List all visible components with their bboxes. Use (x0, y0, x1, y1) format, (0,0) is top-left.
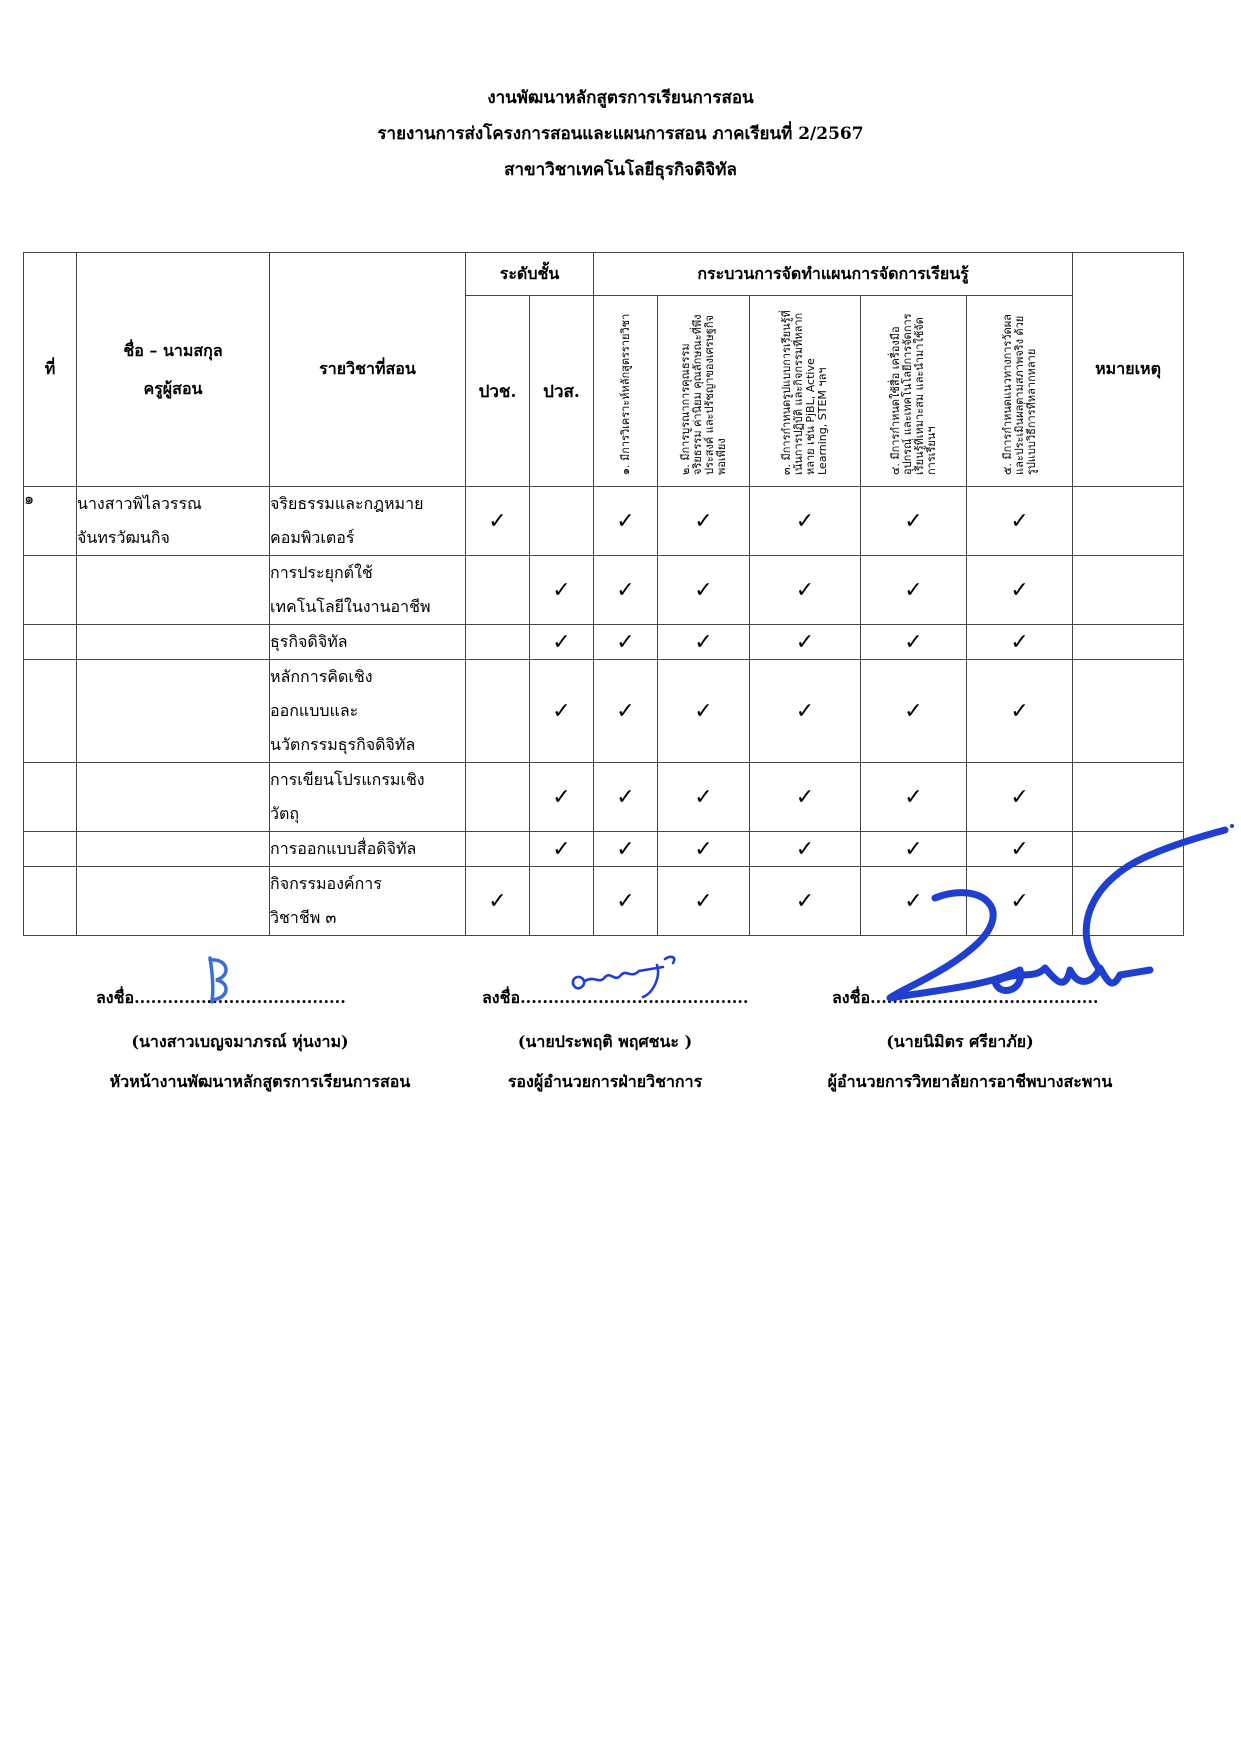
col-header-no: ที่ (24, 253, 77, 487)
check-icon: ✓ (488, 508, 507, 534)
row-number (24, 763, 77, 832)
check-icon: ✓ (552, 629, 571, 655)
check-icon: ✓ (904, 698, 923, 724)
check-icon: ✓ (616, 508, 635, 534)
check-icon: ✓ (552, 836, 571, 862)
process-3-cell (750, 832, 861, 867)
subject-name-line: คอมพิวเตอร์ (270, 528, 355, 547)
check-icon: ✓ (488, 888, 507, 914)
subject-name (270, 660, 466, 763)
process-4-cell (861, 556, 967, 625)
signature-dots-3: ......................................... (870, 988, 1099, 1007)
signer-3-name: (นายนิมิตร ศรียาภัย) (886, 1032, 1034, 1051)
check-icon: ✓ (552, 698, 571, 724)
col-header-remark: หมายเหตุ (1073, 253, 1184, 487)
header-line-1: งานพัฒนาหลักสูตรการเรียนการสอน (487, 88, 754, 108)
check-icon: ✓ (904, 836, 923, 862)
subject-name-line: ออกแบบและ (270, 701, 359, 720)
check-icon: ✓ (1010, 836, 1029, 862)
col-header-subject: รายวิชาที่สอน (270, 253, 466, 487)
col-header-process: กระบวนการจัดทำแผนการจัดการเรียนรู้ (594, 253, 1073, 296)
process-2-cell (658, 660, 750, 763)
process-5-cell (967, 625, 1073, 660)
check-icon: ✓ (795, 698, 815, 724)
check-icon: ✓ (616, 888, 635, 914)
level-2-cell (530, 487, 594, 556)
check-icon: ✓ (1010, 508, 1029, 534)
check-icon: ✓ (552, 577, 571, 603)
subject-name-line: จริยธรรมและกฎหมาย (270, 494, 424, 513)
check-icon: ✓ (694, 698, 713, 724)
process-3-cell (750, 625, 861, 660)
col-header-process-2 (658, 296, 750, 487)
process-5-text: ๕. มีการกำหนดแนวทางการวัดผลและประเมินผลตามสภาพจริง ด้วยรูปแบบวิธีการที่หลากหลาย (1000, 314, 1038, 475)
subject-name-line: การประยุกต์ใช้ (270, 563, 373, 582)
teacher-name (77, 832, 270, 867)
signer-2-name: (นายประพฤติ พฤศชนะ ) (517, 1032, 693, 1051)
col-header-level-2: ปวส. (530, 296, 594, 487)
process-2-cell (658, 763, 750, 832)
process-2-cell (658, 867, 750, 936)
table-row (24, 660, 1184, 763)
col-header-process-5 (967, 296, 1073, 487)
level-1-cell (466, 556, 530, 625)
col-header-level: ระดับชั้น (466, 253, 594, 296)
check-icon: ✓ (694, 577, 713, 603)
teacher-name (77, 487, 270, 556)
process-4-cell (861, 487, 967, 556)
row-number (24, 625, 77, 660)
handwritten-signature-3 (850, 820, 1241, 1010)
level-2-cell (530, 867, 594, 936)
check-icon: ✓ (694, 784, 713, 810)
table-row (24, 487, 1184, 556)
process-3-text: ๓. มีการกำหนดรูปแบบการเรียนรู้ที่เน้นการปฏิบัติ และกิจกรรมที่หลากหลาย เช่น PjBL, Active Learning, STEM ฯลฯ (780, 310, 829, 475)
row-number: ๑ (24, 487, 77, 556)
check-icon: ✓ (904, 888, 923, 914)
process-3-cell (750, 487, 861, 556)
level-2-cell (530, 625, 594, 660)
row-number (24, 867, 77, 936)
process-1-cell (594, 556, 658, 625)
subject-name (270, 832, 466, 867)
subject-name (270, 625, 466, 660)
teacher-name (77, 556, 270, 625)
check-icon: ✓ (694, 629, 713, 655)
check-icon: ✓ (1010, 888, 1029, 914)
handwritten-signature-1 (200, 950, 240, 1010)
process-1-cell (594, 763, 658, 832)
teacher-name-line: จันทรวัฒนกิจ (77, 528, 170, 547)
process-5-cell (967, 660, 1073, 763)
check-icon: ✓ (616, 836, 635, 862)
check-icon: ✓ (694, 508, 713, 534)
process-4-cell (861, 625, 967, 660)
teacher-name (77, 660, 270, 763)
process-4-text: ๔. มีการกำหนดใช้สื่อ เครื่องมือ อุปกรณ์ และเทคโนโลยีการจัดการเรียนรู้ที่เหมาะสม และนำมาใช้จัดการเรียนฯ (888, 313, 938, 475)
signature-dots-1: ...................................... (134, 988, 346, 1007)
check-icon: ✓ (904, 629, 923, 655)
subject-name-line: ธุรกิจดิจิทัล (270, 632, 348, 651)
process-1-cell (594, 625, 658, 660)
level-1-cell (466, 487, 530, 556)
level-2-cell (530, 556, 594, 625)
subject-name-line: การออกแบบสื่อดิจิทัล (270, 839, 417, 858)
subject-name-line: วิชาชีพ ๓ (270, 908, 337, 927)
row-number (24, 660, 77, 763)
process-1-text: ๑. มีการวิเคราะห์หลักสูตรรายวิชา (618, 313, 632, 475)
document-header (0, 80, 1241, 188)
check-icon: ✓ (904, 508, 923, 534)
level-1-cell (466, 625, 530, 660)
process-3-cell (750, 867, 861, 936)
process-3-cell (750, 763, 861, 832)
row-number (24, 832, 77, 867)
teacher-name-line: นางสาวพิไลวรรณ (77, 494, 202, 513)
teacher-name (77, 625, 270, 660)
signature-dots-2: ......................................... (520, 988, 749, 1007)
table-row (24, 556, 1184, 625)
col-header-teacher-line-1: ชื่อ – นามสกุล (123, 340, 223, 360)
subject-name-line: การเขียนโปรแกรมเชิง (270, 770, 425, 789)
col-header-process-3 (750, 296, 861, 487)
check-icon: ✓ (616, 784, 635, 810)
remark-cell (1073, 487, 1184, 556)
teacher-name (77, 867, 270, 936)
check-icon: ✓ (795, 577, 815, 603)
subject-name (270, 763, 466, 832)
process-3-cell (750, 660, 861, 763)
process-2-cell (658, 487, 750, 556)
handwritten-signature-2 (565, 945, 685, 1005)
level-2-cell (530, 832, 594, 867)
check-icon: ✓ (552, 784, 571, 810)
check-icon: ✓ (795, 629, 815, 655)
check-icon: ✓ (904, 784, 923, 810)
teacher-name (77, 763, 270, 832)
level-1-cell (466, 660, 530, 763)
check-icon: ✓ (616, 629, 635, 655)
process-5-cell (967, 556, 1073, 625)
signer-1-name: (นางสาวเบญจมาภรณ์ หุ่นงาม) (131, 1032, 349, 1051)
check-icon: ✓ (795, 836, 815, 862)
col-header-process-1 (594, 296, 658, 487)
check-icon: ✓ (616, 698, 635, 724)
col-header-teacher-line-2: ครูผู้สอน (143, 378, 203, 398)
col-header-level-1: ปวช. (466, 296, 530, 487)
process-4-cell (861, 660, 967, 763)
check-icon: ✓ (616, 577, 635, 603)
header-line-2: รายงานการส่งโครงการสอนและแผนการสอน ภาคเรียนที่ 2/2567 (377, 124, 864, 144)
check-icon: ✓ (904, 577, 923, 603)
check-icon: ✓ (1010, 784, 1029, 810)
col-header-teacher (77, 253, 270, 487)
table-row (24, 625, 1184, 660)
check-icon: ✓ (795, 784, 815, 810)
check-icon: ✓ (694, 836, 713, 862)
level-1-cell (466, 763, 530, 832)
signature-label-2: ลงชื่อ (482, 988, 521, 1007)
subject-name-line: หลักการคิดเชิง (270, 667, 373, 686)
level-1-cell (466, 832, 530, 867)
col-header-process-4 (861, 296, 967, 487)
subject-name (270, 867, 466, 936)
signature-label-1: ลงชื่อ (96, 988, 135, 1007)
signer-2-position: รองผู้อำนวยการฝ่ายวิชาการ (507, 1072, 703, 1091)
remark-cell (1073, 625, 1184, 660)
level-2-cell (530, 763, 594, 832)
signer-3-position: ผู้อำนวยการวิทยาลัยการอาชีพบางสะพาน (827, 1072, 1113, 1091)
row-number (24, 556, 77, 625)
remark-cell (1073, 660, 1184, 763)
signature-label-3: ลงชื่อ (832, 988, 871, 1007)
check-icon: ✓ (795, 888, 815, 914)
process-2-cell (658, 556, 750, 625)
process-2-cell (658, 625, 750, 660)
remark-cell (1073, 556, 1184, 625)
process-1-cell (594, 660, 658, 763)
process-1-cell (594, 867, 658, 936)
process-3-cell (750, 556, 861, 625)
check-icon: ✓ (694, 888, 713, 914)
process-2-cell (658, 832, 750, 867)
check-icon: ✓ (1010, 577, 1029, 603)
check-icon: ✓ (1010, 629, 1029, 655)
check-icon: ✓ (1010, 698, 1029, 724)
header-line-3: สาขาวิชาเทคโนโลยีธุรกิจดิจิทัล (504, 160, 737, 180)
level-2-cell (530, 660, 594, 763)
signer-1-position: หัวหน้างานพัฒนาหลักสูตรการเรียนการสอน (109, 1072, 411, 1091)
process-2-text: ๒. มีการบูรณาการคุณธรรม จริยธรรม ค่านิยม คุณลักษณะที่พึงประสงค์ และปรัชญาของเศรษฐกิจพอเพียง (678, 314, 728, 475)
process-5-cell (967, 487, 1073, 556)
subject-name-line: กิจกรรมองค์การ (270, 874, 382, 893)
process-1-cell (594, 832, 658, 867)
level-1-cell (466, 867, 530, 936)
check-icon: ✓ (795, 508, 815, 534)
subject-name (270, 556, 466, 625)
subject-name (270, 487, 466, 556)
subject-name-line: เทคโนโลยีในงานอาชีพ (270, 597, 431, 616)
process-1-cell (594, 487, 658, 556)
subject-name-line: นวัตกรรมธุรกิจดิจิทัล (270, 735, 416, 754)
subject-name-line: วัตถุ (270, 804, 300, 823)
